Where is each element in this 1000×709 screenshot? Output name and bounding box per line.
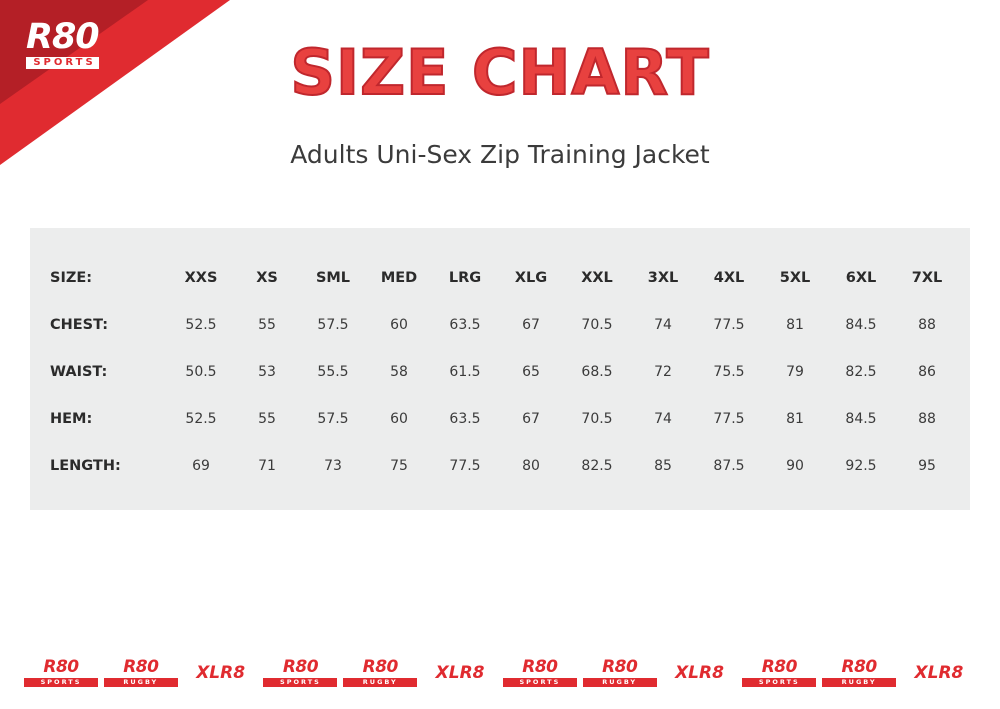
cell-waist-xxs: 50.5 (185, 363, 217, 380)
size-chart-table (40, 254, 960, 489)
cell-length-xxs: 69 (192, 457, 210, 474)
row-label-length: LENGTH: (50, 457, 121, 474)
footer-logo-11-sub: RUGBY (822, 678, 896, 687)
cell-length-4xl: 87.5 (713, 457, 745, 474)
cell-chest-lrg: 63.5 (449, 316, 481, 333)
cell-chest-xlg: 67 (522, 316, 540, 333)
footer-logo-4-main: R80 (282, 657, 319, 678)
table-row (40, 301, 960, 348)
cell-hem-sml: 57.5 (317, 410, 349, 427)
cell-waist-4xl: 75.5 (713, 363, 745, 380)
footer-logo-11 (822, 659, 896, 687)
page-subtitle: Adults Uni-Sex Zip Training Jacket (290, 140, 710, 169)
page-title: SIZE CHART (290, 36, 710, 109)
col-header-7xl: 7XL (911, 269, 943, 286)
footer-logo-8 (583, 659, 657, 687)
cell-length-lrg: 77.5 (449, 457, 481, 474)
cell-length-5xl: 90 (786, 457, 804, 474)
footer-logo-1 (24, 659, 98, 687)
header-size-label: SIZE: (50, 269, 93, 286)
footer-logo-8-main: R80 (602, 657, 638, 678)
table-row (40, 442, 960, 489)
cell-chest-xs: 55 (258, 316, 276, 333)
col-header-5xl: 5XL (779, 269, 811, 286)
cell-chest-7xl: 88 (918, 316, 936, 333)
cell-chest-xxs: 52.5 (185, 316, 217, 333)
cell-waist-med: 58 (390, 363, 408, 380)
footer-logo-7-sub: SPORTS (503, 678, 577, 687)
col-header-6xl: 6XL (845, 269, 877, 286)
cell-hem-3xl: 74 (654, 410, 672, 427)
footer-logo-12-main: XLR8 (914, 662, 964, 683)
footer-logo-10-sub: SPORTS (742, 678, 816, 687)
cell-hem-xxs: 52.5 (185, 410, 217, 427)
footer-logo-2-sub: RUGBY (104, 678, 178, 687)
cell-length-xs: 71 (258, 457, 276, 474)
footer-logo-10-main: R80 (761, 657, 797, 678)
row-label-chest: CHEST: (50, 316, 109, 333)
cell-length-xlg: 80 (522, 457, 540, 474)
cell-waist-xxl: 68.5 (581, 363, 613, 380)
cell-length-xxl: 82.5 (581, 457, 613, 474)
footer-logo-2-main: R80 (123, 657, 159, 678)
footer-logo-7-main: R80 (522, 657, 558, 678)
footer-logo-strip (0, 651, 1000, 695)
cell-hem-xxl: 70.5 (581, 410, 613, 427)
cell-length-med: 75 (390, 457, 408, 474)
table-row (40, 395, 960, 442)
cell-hem-xlg: 67 (522, 410, 540, 427)
cell-hem-7xl: 88 (918, 410, 936, 427)
cell-chest-sml: 57.5 (317, 316, 349, 333)
cell-chest-3xl: 74 (654, 316, 672, 333)
brand-logo (26, 17, 99, 69)
footer-logo-4-sub: SPORTS (263, 678, 337, 687)
footer-logo-5-sub: RUGBY (343, 678, 417, 687)
row-label-waist: WAIST: (50, 363, 108, 380)
cell-waist-lrg: 61.5 (449, 363, 481, 380)
cell-chest-5xl: 81 (786, 316, 804, 333)
table-row (40, 348, 960, 395)
footer-logo-2 (104, 659, 178, 687)
footer-logo-9 (663, 662, 737, 683)
table-header-row (40, 254, 960, 301)
cell-chest-xxl: 70.5 (581, 316, 613, 333)
col-header-xxs: XXS (184, 269, 218, 286)
cell-length-7xl: 95 (918, 457, 936, 474)
cell-waist-7xl: 86 (918, 363, 936, 380)
footer-logo-1-sub: SPORTS (24, 678, 98, 687)
col-header-xs: XS (256, 269, 278, 286)
cell-waist-xs: 53 (258, 363, 276, 380)
cell-waist-sml: 55.5 (317, 363, 349, 380)
cell-length-3xl: 85 (654, 457, 672, 474)
col-header-med: MED (380, 269, 418, 286)
footer-logo-5-main: R80 (362, 657, 398, 678)
cell-waist-6xl: 82.5 (845, 363, 877, 380)
footer-logo-6 (423, 662, 497, 683)
cell-hem-med: 60 (390, 410, 408, 427)
cell-hem-4xl: 77.5 (713, 410, 745, 427)
footer-logo-12 (902, 662, 976, 683)
size-chart-body (40, 301, 960, 489)
cell-waist-3xl: 72 (654, 363, 672, 380)
row-label-hem: HEM: (50, 410, 93, 427)
cell-waist-5xl: 79 (786, 363, 804, 380)
cell-chest-6xl: 84.5 (845, 316, 877, 333)
footer-logo-4 (263, 659, 337, 687)
footer-logo-1-main: R80 (43, 657, 79, 678)
footer-logo-3-main: XLR8 (196, 662, 246, 683)
footer-logo-10 (742, 659, 816, 687)
footer-logo-3 (184, 662, 258, 683)
footer-logo-6-main: XLR8 (435, 662, 485, 683)
cell-length-6xl: 92.5 (845, 457, 877, 474)
col-header-4xl: 4XL (713, 269, 745, 286)
cell-chest-med: 60 (390, 316, 408, 333)
footer-logo-8-sub: RUGBY (583, 678, 657, 687)
cell-waist-xlg: 65 (522, 363, 540, 380)
footer-logo-5 (343, 659, 417, 687)
footer-logo-7 (503, 659, 577, 687)
col-header-sml: SML (315, 269, 351, 286)
cell-hem-lrg: 63.5 (449, 410, 481, 427)
brand-logo-main: R80 (26, 17, 99, 57)
col-header-xlg: XLG (514, 269, 548, 286)
footer-logo-9-main: XLR8 (675, 662, 724, 683)
cell-chest-4xl: 77.5 (713, 316, 745, 333)
col-header-lrg: LRG (448, 269, 482, 286)
size-chart-head (40, 254, 960, 301)
size-chart-panel (30, 228, 970, 510)
col-header-xxl: XXL (581, 269, 613, 286)
col-header-3xl: 3XL (647, 269, 679, 286)
brand-logo-sub: SPORTS (26, 57, 99, 69)
cell-hem-xs: 55 (258, 410, 276, 427)
footer-logo-11-main: R80 (841, 657, 877, 678)
cell-hem-6xl: 84.5 (845, 410, 877, 427)
cell-hem-5xl: 81 (786, 410, 804, 427)
cell-length-sml: 73 (324, 457, 342, 474)
